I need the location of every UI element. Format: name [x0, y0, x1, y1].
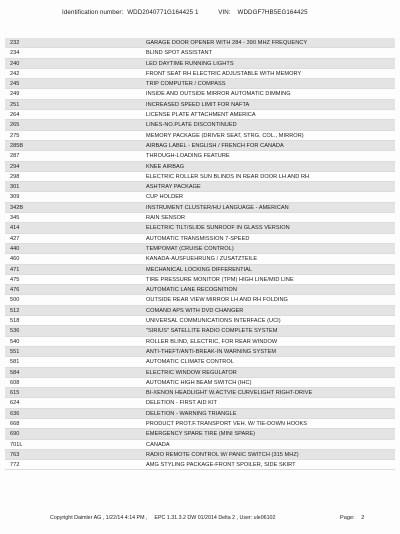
option-description: UNIVERSAL COMMUNICATIONS INTERFACE (UCI) — [146, 318, 281, 325]
option-row — [5, 316, 395, 326]
option-description: ASHTRAY PACKAGE — [146, 184, 201, 191]
option-description: CANADA — [146, 441, 170, 448]
option-row — [5, 347, 395, 357]
option-description: ELECTRIC WINDOW REGULATOR — [146, 369, 237, 376]
option-description: ELECTRIC TILT/SLIDE SUNROOF IN GLASS VERSION — [146, 225, 290, 232]
option-description: LED DAYTIME RUNNING LIGHTS — [146, 60, 234, 67]
option-row — [5, 306, 395, 316]
option-description: AUTOMATIC CLIMATE CONTROL — [146, 359, 234, 366]
option-code: 414 — [10, 225, 20, 232]
option-description: DELETION - WARNING TRIANGLE — [146, 410, 237, 417]
option-row — [5, 131, 395, 141]
option-code: 772 — [10, 462, 20, 469]
option-description: MEMORY PACKAGE (DRIVER SEAT, STRG. COL., MIRROR) — [146, 132, 304, 139]
option-row — [5, 440, 395, 450]
option-row — [5, 203, 395, 213]
option-code: 608 — [10, 379, 20, 386]
identification-number-value: WDD2040771G164425 1 — [127, 9, 199, 16]
option-description: AMG STYLING PACKAGE-FRONT SPOILER, SIDE SKIRT — [146, 462, 296, 469]
option-code: 249 — [10, 91, 20, 98]
option-code: 636 — [10, 410, 20, 417]
option-row — [5, 234, 395, 244]
option-row — [5, 450, 395, 460]
option-row — [5, 326, 395, 336]
option-description: INSTRUMENT CLUSTER/HU LANGUAGE - AMERICAN — [146, 204, 289, 211]
option-row — [5, 59, 395, 69]
option-code: 476 — [10, 287, 20, 294]
option-row — [5, 69, 395, 79]
option-row — [5, 100, 395, 110]
option-row — [5, 192, 395, 202]
option-code-list — [5, 38, 395, 470]
option-code: 309 — [10, 194, 20, 201]
option-description: ELECTRIC ROLLER SUN BLINDS IN REAR DOOR LH AND RH — [146, 173, 310, 180]
option-description: BI-XENON HEADLIGHT W.ACTVIE CURVELIGHT RIGHT-DRIVE — [146, 390, 313, 397]
option-description: FRONT SEAT RH ELECTRIC ADJUSTABLE WITH MEMORY — [146, 70, 302, 77]
option-description: AUTOMATIC LANE RECOGNITION — [146, 287, 237, 294]
option-code: 294 — [10, 163, 20, 170]
option-row — [5, 368, 395, 378]
option-row — [5, 275, 395, 285]
option-row — [5, 38, 395, 48]
option-row — [5, 337, 395, 347]
option-row — [5, 429, 395, 439]
option-row — [5, 120, 395, 130]
option-description: INCREASED SPEED LIMIT FOR NAFTA — [146, 101, 250, 108]
option-code: 763 — [10, 451, 20, 458]
option-description: OUTSIDE REAR VIEW MIRROR LH AND RH FOLDING — [146, 297, 288, 304]
option-description: RADIO REMOTE CONTROL W/ PANIC SWITCH (315 MHZ) — [146, 451, 299, 458]
option-row — [5, 254, 395, 264]
option-code: 240 — [10, 60, 20, 67]
option-row — [5, 223, 395, 233]
option-row — [5, 213, 395, 223]
option-code: 690 — [10, 431, 20, 438]
option-row — [5, 295, 395, 305]
option-description: INSIDE AND OUTSIDE MIRROR AUTOMATIC DIMMING — [146, 91, 291, 98]
option-description: PRODUCT PROT.F.TRANSPORT VEH. W/ TIE-DOWN HOOKS — [146, 420, 308, 427]
option-code: 518 — [10, 318, 20, 325]
option-code: 475 — [10, 276, 20, 283]
vin-value: WDDGF7HB5EG164425 — [237, 9, 308, 16]
option-description: TIRE PRESSURE MONITOR (TPM) HIGH LINE/MID LINE — [146, 276, 294, 283]
option-row — [5, 460, 395, 470]
option-row — [5, 162, 395, 172]
option-code: 536 — [10, 328, 20, 335]
option-description: GARAGE DOOR OPENER WITH 284 - 390 MHZ FREQUENCY — [146, 40, 308, 46]
option-description: ANTI-THEFT/ANTI-BREAK-IN WARNING SYSTEM — [146, 348, 277, 355]
option-description: AIRBAG LABEL - ENGLISH / FRENCH FOR CANADA — [146, 142, 284, 149]
option-row — [5, 48, 395, 58]
option-description: KANADA-AUSFUEHRUNG / ZUSATZTEILE — [146, 256, 258, 263]
option-code: 500 — [10, 297, 20, 304]
option-code: 342B — [10, 204, 24, 211]
option-code: 301 — [10, 184, 20, 191]
document-footer — [50, 515, 275, 521]
option-code: 701L — [10, 441, 23, 448]
option-row — [5, 378, 395, 388]
option-row — [5, 79, 395, 89]
option-description: KNEE AIRBAG — [146, 163, 185, 170]
identification-number-label: Identification number: — [62, 9, 124, 16]
option-description: AUTOMATIC HIGH BEAM SWITCH (IHC) — [146, 379, 252, 386]
option-description: AUTOMATIC TRANSMISSION 7-SPEED — [146, 235, 250, 242]
option-row — [5, 388, 395, 398]
option-code: 471 — [10, 266, 20, 273]
option-code: 264 — [10, 112, 20, 119]
option-code: 427 — [10, 235, 20, 242]
option-code: 460 — [10, 256, 20, 263]
option-code: 584 — [10, 369, 20, 376]
option-description: COMAND APS WITH DVD CHANGER — [146, 307, 244, 314]
option-description: "SIRIUS" SATELLITE RADIO COMPLETE SYSTEM — [146, 328, 278, 335]
option-code: 251 — [10, 101, 20, 108]
option-row — [5, 244, 395, 254]
option-row — [5, 419, 395, 429]
option-description: BLIND SPOT ASSISTANT — [146, 50, 213, 57]
document-header — [62, 9, 310, 16]
page-number — [340, 515, 364, 521]
option-description: TEMPOMAT (CRUISE CONTROL) — [146, 245, 234, 252]
vin-label: VIN: — [218, 9, 231, 16]
page-value: 2 — [361, 515, 365, 521]
option-description: EMERGENCY SPARE TIRE (MINI SPARE) — [146, 431, 256, 438]
option-code: 540 — [10, 338, 20, 345]
option-code: 242 — [10, 70, 20, 77]
option-code: 298 — [10, 173, 20, 180]
option-row — [5, 357, 395, 367]
option-description: RAIN SENSOR — [146, 215, 186, 222]
option-code: 615 — [10, 390, 20, 397]
option-code: 512 — [10, 307, 20, 314]
option-code: 287 — [10, 153, 20, 160]
option-row — [5, 172, 395, 182]
option-code: 245 — [10, 81, 20, 88]
option-row — [5, 398, 395, 408]
option-description: ROLLER BLIND, ELECTRIC, FOR REAR WINDOW — [146, 338, 278, 345]
option-description: THROUGH-LOADING FEATURE — [146, 153, 230, 160]
option-code: 551 — [10, 348, 20, 355]
option-description: DELETION - FIRST AID KIT — [146, 400, 218, 407]
option-row — [5, 265, 395, 275]
option-description: LICENSE PLATE ATTACHMENT AMERICA — [146, 112, 256, 119]
option-code: 624 — [10, 400, 20, 407]
option-description: MECHANICAL LOCKING DIFFERENTIAL — [146, 266, 253, 273]
option-row — [5, 182, 395, 192]
option-code: 668 — [10, 420, 20, 427]
copyright-text: Copyright Daimler AG , 1/22/14 4:14 PM , — [50, 515, 148, 521]
option-row — [5, 285, 395, 295]
option-description: CUP HOLDER — [146, 194, 184, 201]
option-code: 345 — [10, 215, 20, 222]
option-code: 285B — [10, 142, 24, 149]
option-row — [5, 141, 395, 151]
option-description: TRIP COMPUTER / COMPASS — [146, 81, 226, 88]
option-description: LINES-NO.PLATE DISCONTINUED — [146, 122, 237, 129]
option-code: 265 — [10, 122, 20, 129]
option-row — [5, 409, 395, 419]
option-row — [5, 110, 395, 120]
option-code: 581 — [10, 359, 20, 366]
option-code: 275 — [10, 132, 20, 139]
option-row — [5, 151, 395, 161]
page-label: Page: — [340, 515, 355, 521]
option-code: 440 — [10, 245, 20, 252]
option-row — [5, 89, 395, 99]
option-code: 234 — [10, 50, 20, 57]
epc-version-text: EPC 1.31.3.2 DW 01/2014 Delta 2 , User: ule06102 — [154, 515, 276, 521]
option-code: 232 — [10, 40, 20, 46]
